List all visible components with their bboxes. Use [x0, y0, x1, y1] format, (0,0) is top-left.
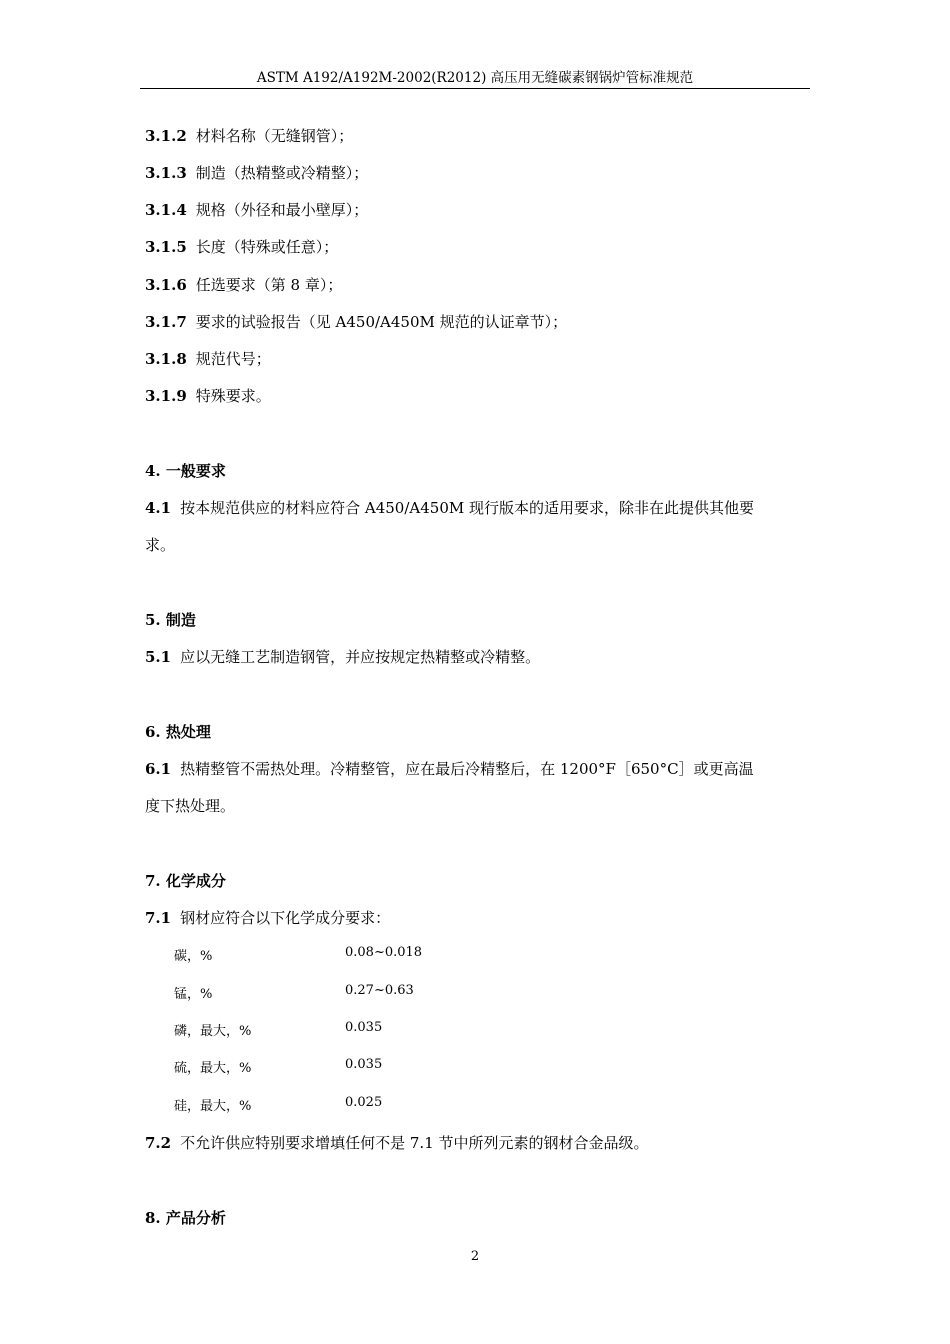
paragraph-number: 6.1 [145, 760, 172, 778]
page-header: ASTM A192/A192M-2002(R2012) 高压用无缝碳素钢锅炉管标准规范 [256, 70, 694, 86]
list-item [145, 236, 338, 257]
list-item [145, 162, 368, 183]
list-item [145, 348, 271, 369]
element-value: 0.27~0.63 [345, 983, 414, 998]
item-text: 长度（特殊或任意）； [195, 238, 339, 256]
paragraph-5-1 [145, 646, 540, 667]
section-5-heading: 5. 制造 [145, 611, 196, 629]
paragraph-text: 热精整管不需热处理。冷精整管，应在最后冷精整后，在 1200°F［650°C］或更高温 [180, 760, 754, 778]
paragraph-6-1-continued: 度下热处理。 [145, 797, 236, 815]
paragraph-text: 应以无缝工艺制造钢管，并应按规定热精整或冷精整。 [180, 648, 541, 666]
section-6-heading: 6. 热处理 [145, 723, 211, 741]
item-text: 任选要求（第 8 章）； [195, 276, 343, 294]
element-name: 硅，最大，% [174, 1099, 252, 1114]
section-4-heading: 4. 一般要求 [145, 462, 226, 480]
element-name: 碳，% [174, 949, 213, 964]
paragraph-7-2 [145, 1132, 649, 1153]
item-text: 制造（热精整或冷精整）； [195, 164, 369, 182]
item-number: 3.1.9 [145, 387, 187, 405]
paragraph-number: 5.1 [145, 648, 172, 666]
element-name: 硫，最大，% [174, 1061, 252, 1076]
paragraph-number: 7.2 [145, 1134, 172, 1152]
section-8-heading: 8. 产品分析 [145, 1209, 226, 1227]
item-text: 材料名称（无缝钢管）； [195, 127, 354, 145]
list-item [145, 199, 368, 220]
element-value: 0.025 [345, 1095, 383, 1110]
element-value: 0.035 [345, 1020, 383, 1035]
item-text: 规范代号； [195, 350, 271, 368]
page-number: 2 [470, 1249, 480, 1264]
list-item [145, 385, 271, 406]
paragraph-text: 钢材应符合以下化学成分要求： [180, 909, 391, 927]
paragraph-text: 按本规范供应的材料应符合 A450/A450M 现行版本的适用要求，除非在此提供其他要 [180, 499, 754, 517]
item-number: 3.1.3 [145, 164, 187, 182]
header-rule [140, 88, 810, 89]
paragraph-number: 7.1 [145, 909, 172, 927]
element-value: 0.08~0.018 [345, 945, 423, 960]
item-number: 3.1.6 [145, 276, 187, 294]
list-item [145, 125, 353, 146]
paragraph-6-1 [145, 758, 754, 779]
item-text: 特殊要求。 [195, 387, 271, 405]
element-value: 0.035 [345, 1057, 383, 1072]
item-text: 要求的试验报告（见 A450/A450M 规范的认证章节）； [195, 313, 568, 331]
section-7-heading: 7. 化学成分 [145, 872, 226, 890]
paragraph-4-1 [145, 497, 754, 518]
item-number: 3.1.7 [145, 313, 187, 331]
list-item [145, 311, 567, 332]
item-number: 3.1.5 [145, 238, 187, 256]
paragraph-7-1 [145, 907, 390, 928]
paragraph-text: 不允许供应特别要求增填任何不是 7.1 节中所列元素的钢材合金品级。 [180, 1134, 649, 1152]
element-name: 锰，% [174, 987, 213, 1002]
item-number: 3.1.2 [145, 127, 187, 145]
item-text: 规格（外径和最小壁厚）； [195, 201, 369, 219]
paragraph-number: 4.1 [145, 499, 172, 517]
element-name: 磷，最大，% [174, 1024, 252, 1039]
paragraph-4-1-continued: 求。 [145, 536, 176, 554]
item-number: 3.1.4 [145, 201, 187, 219]
list-item [145, 274, 342, 295]
item-number: 3.1.8 [145, 350, 187, 368]
